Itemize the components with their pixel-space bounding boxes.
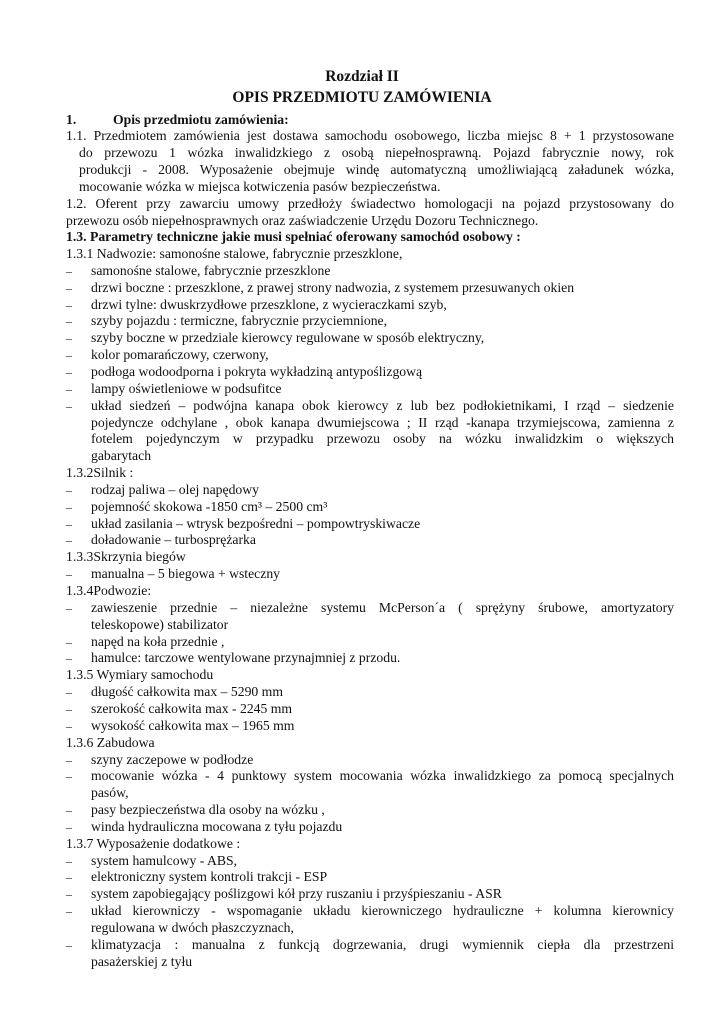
paragraph-1-1-line-1: 1.1. Przedmiotem zamówienia jest dostawa samochodu osobowego, liczba miejsc 8 + 1 przystosowane	[66, 128, 674, 143]
bullet-136-2-line-2: pasów,	[91, 785, 129, 801]
subsection-heading-132: 1.3.2Silnik :	[66, 465, 134, 481]
section-1-number: 1.	[66, 112, 77, 127]
bullet-dash: –	[66, 348, 72, 363]
bullet-137-5-line-1: klimatyzacja : manualna z funkcją dogrzewania, drugi wymiennik ciepła dla przestrzeni	[91, 936, 674, 952]
bullet-dash: –	[66, 904, 72, 919]
bullet-131-4-line-1: szyby pojazdu : termiczne, fabrycznie przyciemnione,	[91, 313, 388, 329]
subsection-heading-136: 1.3.6 Zabudowa	[66, 734, 155, 750]
subsection-heading-133: 1.3.3Skrzynia biegów	[66, 549, 186, 565]
bullet-dash: –	[66, 685, 72, 700]
bullet-dash: –	[66, 651, 72, 666]
bullet-137-5-line-2: pasażerskiej z tyłu	[91, 953, 193, 969]
bullet-134-1-line-2: teleskopowe) stabilizator	[91, 616, 229, 632]
bullet-135-2-line-1: szerokość całkowita max - 2245 mm	[91, 700, 293, 716]
subsection-heading-137: 1.3.7 Wyposażenie dodatkowe :	[66, 835, 241, 851]
subsection-heading-134: 1.3.4Podwozie:	[66, 583, 152, 598]
bullet-dash: –	[66, 853, 72, 868]
bullet-136-4-line-1: winda hydrauliczna mocowana z tyłu pojazdu	[91, 818, 343, 834]
section-1-heading	[66, 111, 674, 128]
bullet-131-5-line-1: szyby boczne w przedziale kierowcy regulowane w sposób elektryczny,	[91, 330, 485, 346]
bullet-131-9-line-1: układ siedzeń – podwójna kanapa obok kierowcy z lub bez podłokietnikami, I rząd – siedzenie	[91, 397, 674, 413]
bullet-131-7-line-1: podłoga wodoodporna i pokryta wykładziną antypoślizgową	[91, 363, 423, 379]
bullet-dash: –	[66, 364, 72, 379]
bullet-137-2-line-1: elektroniczny system kontroli trakcji - ESP	[91, 869, 328, 885]
bullet-135-3-line-1: wysokość całkowita max – 1965 mm	[91, 717, 295, 733]
bullet-131-9-line-3: fotelem pojedynczym w przypadku przewozu osoby na wózku inwalidzkim o większych	[91, 431, 674, 447]
paragraph-1-1-line-4: mocowanie wózka w miejsca kotwiczenia pasów bezpieczeństwa.	[79, 179, 441, 194]
bullet-dash: –	[66, 887, 72, 902]
bullet-136-1-line-1: szyny zaczepowe w podłodze	[91, 751, 254, 767]
bullet-dash: –	[66, 937, 72, 952]
bullet-131-1-line-1: samonośne stalowe, fabrycznie przeszklone	[91, 262, 331, 278]
bullet-dash: –	[66, 634, 72, 649]
bullet-131-9-line-4: gabarytach	[91, 448, 152, 464]
bullet-dash: –	[66, 870, 72, 885]
bullet-136-2-line-1: mocowanie wózka - 4 punktowy system mocowania wózka inwalidzkiego za pomocą specjalnych	[91, 768, 674, 784]
section-1-title: Opis przedmiotu zamówienia:	[113, 112, 289, 127]
bullet-137-4-line-2: regulowana w dwóch płaszczyznach,	[91, 920, 294, 935]
bullet-dash: –	[66, 499, 72, 514]
bullet-132-4-line-1: doładowanie – turbosprężarka	[91, 532, 256, 548]
bullet-134-3-line-1: hamulce: tarczowe wentylowane przynajmniej z przodu.	[91, 650, 401, 666]
bullet-dash: –	[66, 718, 72, 733]
paragraph-1-1-line-2: do przewozu 1 wózka inwalidzkiego z osobą niepełnosprawną. Pojazd fabrycznie nowy, rok	[79, 145, 674, 160]
bullet-132-1-line-1: rodzaj paliwa – olej napędowy	[91, 481, 259, 497]
bullet-137-4-line-1: układ kierowniczy - wspomaganie układu kierowniczego hydrauliczne + kolumna kierownicy	[91, 903, 674, 919]
paragraph-1-1-line-3: produkcji - 2008. Wyposażenie obejmuje windę automatyczną umożliwiającą załadunek wózka,	[79, 162, 674, 177]
bullet-135-1-line-1: długość całkowita max – 5290 mm	[91, 684, 283, 700]
subsection-heading-131: 1.3.1 Nadwozie: samonośne stalowe, fabrycznie przeszklone,	[66, 246, 403, 261]
bullet-dash: –	[66, 567, 72, 582]
bullet-131-6-line-1: kolor pomarańczowy, czerwony,	[91, 347, 269, 363]
paragraph-1-2-line-2: przewozu osób niepełnosprawnych oraz zaświadczenie Urzędu Dozoru Technicznego.	[66, 213, 539, 228]
bullet-dash: –	[66, 482, 72, 497]
bullet-131-2-line-1: drzwi boczne : przeszklone, z prawej strony nadwozia, z systemem przesuwanych okien	[91, 279, 575, 295]
bullet-132-2-line-1: pojemność skokowa -1850 cm³ – 2500 cm³	[91, 498, 328, 514]
bullet-dash: –	[66, 331, 72, 346]
bullet-132-3-line-1: układ zasilania – wtrysk bezpośredni – pompowtryskiwacze	[91, 515, 421, 531]
bullet-dash: –	[66, 600, 72, 615]
bullet-dash: –	[66, 297, 72, 312]
bullet-dash: –	[66, 263, 72, 278]
bullet-dash: –	[66, 398, 72, 413]
section-1-3-heading: 1.3. Parametry techniczne jakie musi spełniać oferowany samochód osobowy :	[66, 229, 521, 244]
bullet-dash: –	[66, 769, 72, 784]
bullet-131-3-line-1: drzwi tylne: dwuskrzydłowe przeszklone, z wycieraczkami szyb,	[91, 296, 447, 312]
bullet-131-8-line-1: lampy oświetleniowe w podsufitce	[91, 380, 282, 396]
bullet-137-1-line-1: system hamulcowy - ABS,	[91, 852, 237, 868]
bullet-137-3-line-1: system zapobiegający poślizgowi kół przy ruszaniu i przyśpieszaniu - ASR	[91, 886, 502, 902]
bullet-134-2-line-1: napęd na koła przednie ,	[91, 633, 225, 649]
bullet-dash: –	[66, 533, 72, 548]
document-title: OPIS PRZEDMIOTU ZAMÓWIENIA	[232, 89, 492, 106]
bullet-dash: –	[66, 752, 72, 767]
paragraph-1-2-line-1: 1.2. Oferent przy zawarciu umowy przedłoży świadectwo homologacji na pojazd przystosowany do	[66, 196, 674, 211]
bullet-dash: –	[66, 381, 72, 396]
bullet-134-1-line-1: zawieszenie przednie – niezależne systemu McPerson´a ( sprężyny śrubowe, amortyzatory	[91, 599, 674, 615]
bullet-131-9-line-2: pojedyncze odchylane , obok kanapa dwumiejscowa ; II rząd -kanapa trzymiejscowa, zamienna z	[91, 414, 674, 430]
chapter-heading: Rozdział II	[325, 68, 399, 85]
bullet-dash: –	[66, 701, 72, 716]
bullet-133-1-line-1: manualna – 5 biegowa + wsteczny	[91, 566, 281, 582]
bullet-dash: –	[66, 819, 72, 834]
bullet-dash: –	[66, 803, 72, 818]
subsection-heading-135: 1.3.5 Wymiary samochodu	[66, 667, 214, 683]
bullet-136-3-line-1: pasy bezpieczeństwa dla osoby na wózku ,	[91, 802, 325, 818]
bullet-dash: –	[66, 314, 72, 329]
bullet-dash: –	[66, 280, 72, 295]
bullet-dash: –	[66, 516, 72, 531]
